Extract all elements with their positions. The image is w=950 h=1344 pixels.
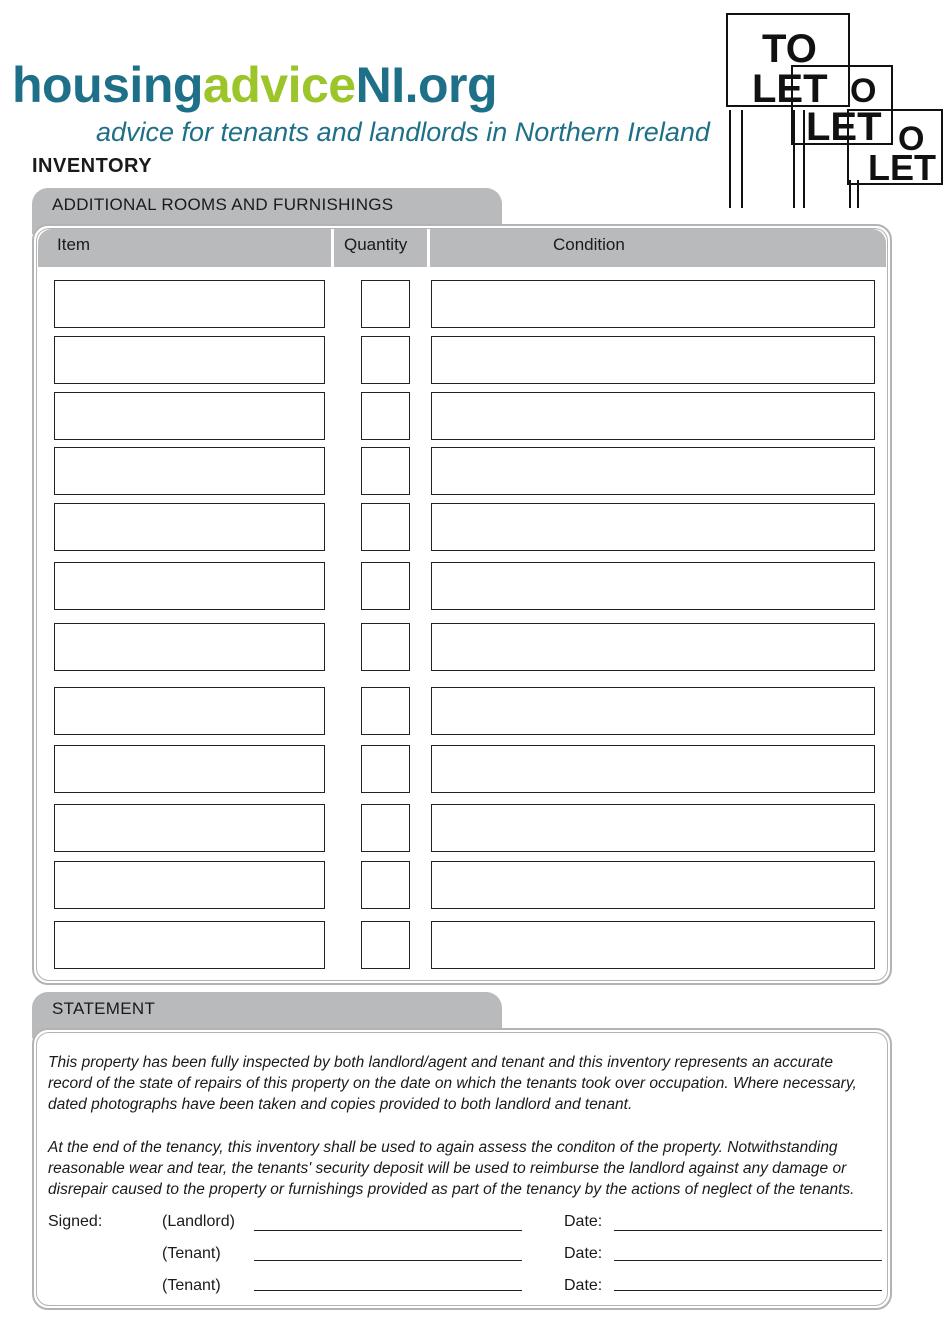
- signatory-role-tenant: (Tenant): [162, 1277, 221, 1294]
- condition-input[interactable]: [431, 745, 875, 793]
- statement-section-title: STATEMENT: [52, 999, 156, 1018]
- condition-input[interactable]: [431, 562, 875, 610]
- tenant-signature-line[interactable]: [254, 1260, 522, 1261]
- quantity-input[interactable]: [361, 392, 410, 440]
- signed-label: Signed:: [48, 1213, 103, 1230]
- date-label: Date:: [564, 1245, 603, 1262]
- tenant-date-line[interactable]: [614, 1260, 882, 1261]
- quantity-input[interactable]: [361, 921, 410, 969]
- item-input[interactable]: [54, 745, 325, 793]
- column-header-condition: Condition: [553, 235, 625, 254]
- item-input[interactable]: [54, 687, 325, 735]
- sign3-let-text: LET: [868, 147, 936, 188]
- quantity-input[interactable]: [361, 804, 410, 852]
- condition-input[interactable]: [431, 921, 875, 969]
- condition-input[interactable]: [431, 861, 875, 909]
- tenant-signature-line[interactable]: [254, 1290, 522, 1291]
- condition-input[interactable]: [431, 392, 875, 440]
- item-input[interactable]: [54, 921, 325, 969]
- sign2-o-text: O: [850, 72, 877, 110]
- item-input[interactable]: [54, 804, 325, 852]
- condition-input[interactable]: [431, 623, 875, 671]
- column-header-item: Item: [57, 235, 91, 254]
- item-input[interactable]: [54, 392, 325, 440]
- item-input[interactable]: [54, 447, 325, 495]
- condition-input[interactable]: [431, 280, 875, 328]
- sign1-let-text: LET: [752, 67, 828, 111]
- column-divider: [427, 229, 430, 267]
- sign3-o-text: O: [898, 120, 925, 158]
- signatory-role-tenant: (Tenant): [162, 1245, 221, 1262]
- item-input[interactable]: [54, 623, 325, 671]
- logo-part-housing: housing: [12, 57, 203, 113]
- item-input[interactable]: [54, 503, 325, 551]
- item-input[interactable]: [54, 336, 325, 384]
- item-input[interactable]: [54, 861, 325, 909]
- quantity-input[interactable]: [361, 336, 410, 384]
- furnishings-table: [32, 224, 892, 985]
- date-label: Date:: [564, 1213, 603, 1230]
- quantity-input[interactable]: [361, 687, 410, 735]
- statement-paragraph-1: This property has been fully inspected by both landlord/agent and tenant and this inventory represents an accurate record of the state of repairs of this property on the date on which the tenants took over occupation. Where necessary, dated photographs have been taken and copies provided to both landlord and tenant.: [48, 1054, 857, 1113]
- page-title: INVENTORY: [32, 155, 153, 177]
- quantity-input[interactable]: [361, 562, 410, 610]
- condition-input[interactable]: [431, 804, 875, 852]
- statement-paragraph-2: At the end of the tenancy, this inventory shall be used to again assess the conditon of the property. Notwithstanding reasonable wear and tear, the tenants' security deposit will be used to reimburse the landlord against any damage or disrepair caused to the property or furnishings provided as part of the tenancy by the actions of neglect of the tenants.: [48, 1139, 855, 1198]
- sign1-to-text: TO: [762, 27, 817, 71]
- landlord-signature-line[interactable]: [254, 1230, 522, 1231]
- tagline: advice for tenants and landlords in Northern Ireland: [96, 117, 710, 147]
- logo-part-ni-org: NI.org: [355, 57, 498, 113]
- furnishings-section-title: ADDITIONAL ROOMS AND FURNISHINGS: [52, 195, 394, 214]
- statement-panel: [32, 1028, 892, 1310]
- quantity-input[interactable]: [361, 745, 410, 793]
- signatory-role-landlord: (Landlord): [162, 1213, 235, 1230]
- quantity-input[interactable]: [361, 280, 410, 328]
- column-header-quantity: Quantity: [344, 235, 408, 254]
- date-label: Date:: [564, 1277, 603, 1294]
- landlord-date-line[interactable]: [614, 1230, 882, 1231]
- quantity-input[interactable]: [361, 503, 410, 551]
- quantity-input[interactable]: [361, 447, 410, 495]
- logo-part-advice: advice: [202, 57, 356, 113]
- item-input[interactable]: [54, 562, 325, 610]
- condition-input[interactable]: [431, 503, 875, 551]
- condition-input[interactable]: [431, 336, 875, 384]
- sign2-let-text: LET: [806, 105, 882, 149]
- item-input[interactable]: [54, 280, 325, 328]
- quantity-input[interactable]: [361, 861, 410, 909]
- site-logo-text: [12, 57, 498, 113]
- condition-input[interactable]: [431, 447, 875, 495]
- quantity-input[interactable]: [361, 623, 410, 671]
- to-let-signs-illustration: [722, 10, 947, 210]
- tenant-date-line[interactable]: [614, 1290, 882, 1291]
- column-divider: [331, 229, 334, 267]
- condition-input[interactable]: [431, 687, 875, 735]
- table-header: [38, 229, 886, 267]
